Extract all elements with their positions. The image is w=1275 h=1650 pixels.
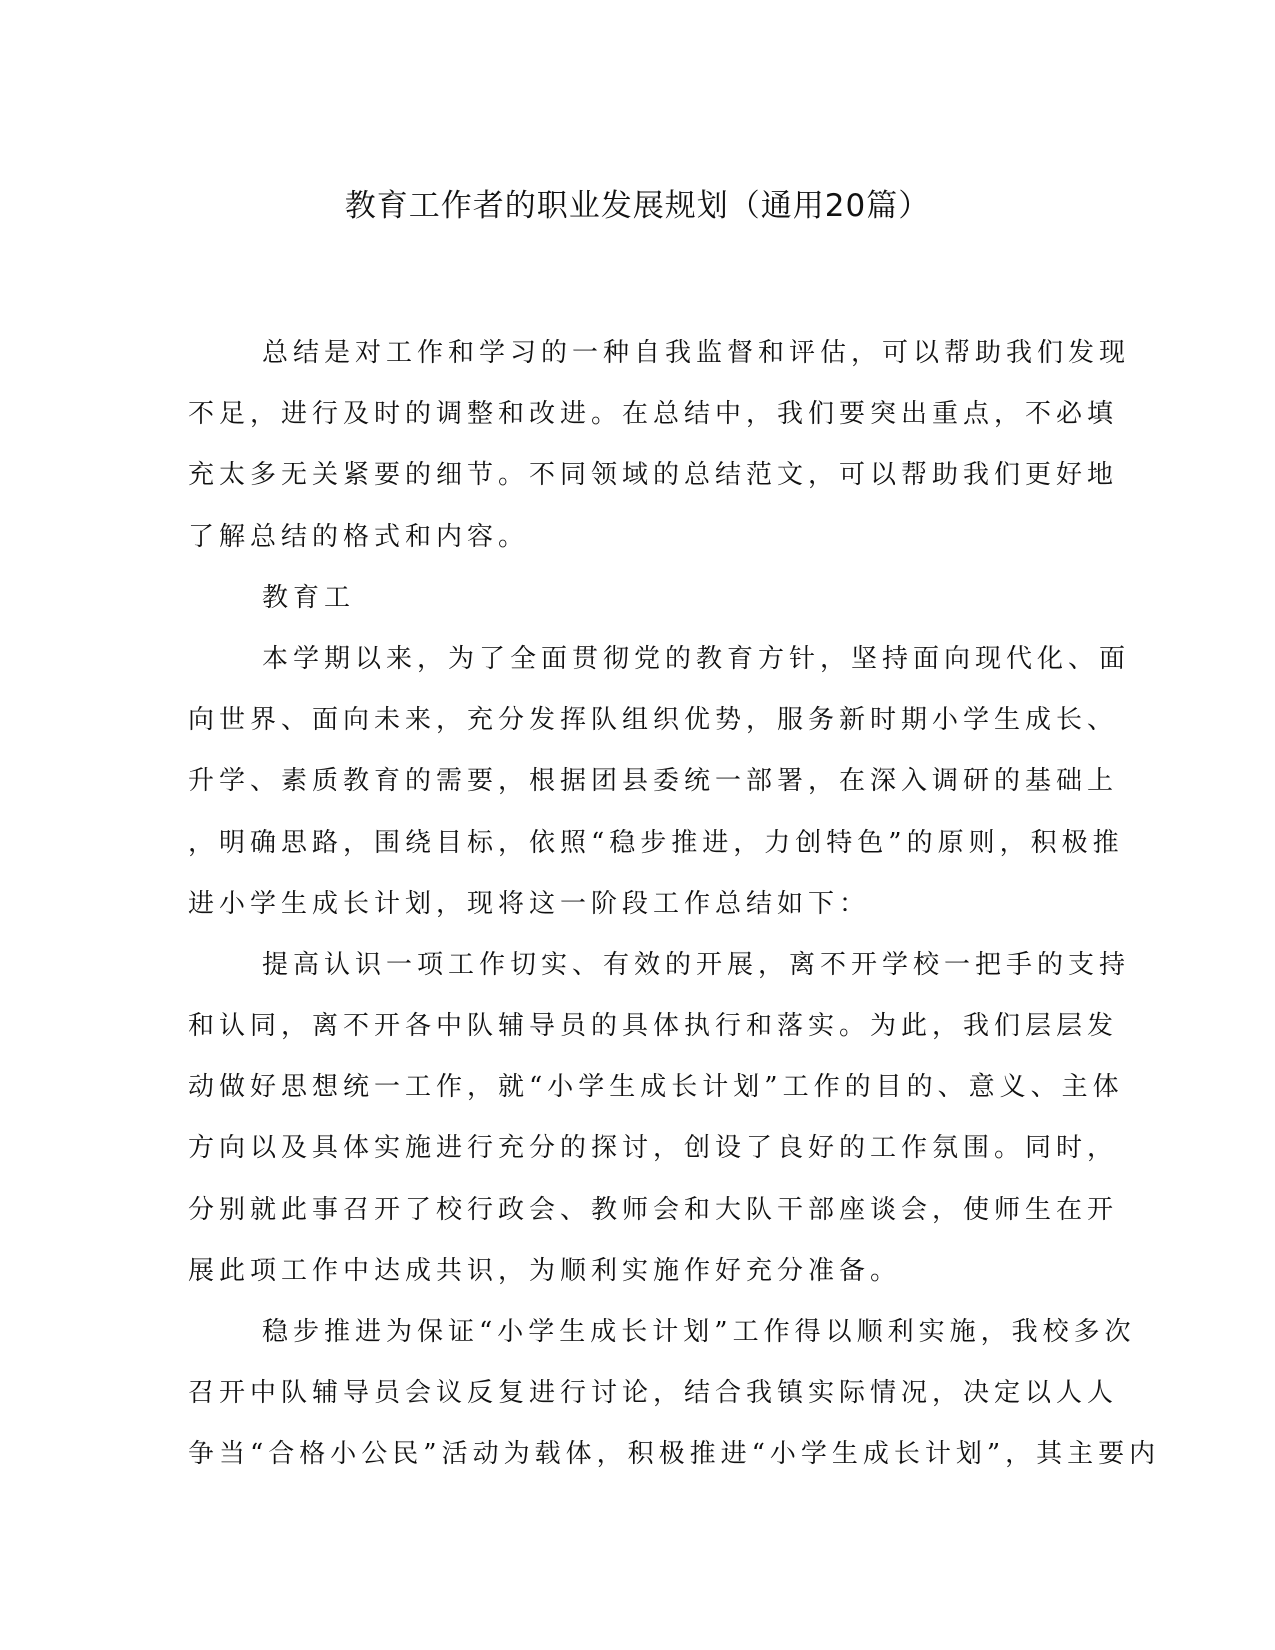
paragraph-line: 教育工 xyxy=(262,582,356,613)
paragraph-line: ，明确思路，围绕目标，依照“稳步推进，力创特色”的原则，积极推 xyxy=(188,827,1124,858)
paragraph-line: 总结是对工作和学习的一种自我监督和评估，可以帮助我们发现 xyxy=(262,338,1131,368)
paragraph-line: 争当“合格小公民”活动为载体，积极推进“小学生成长计划”，其主要内 xyxy=(188,1439,1161,1470)
paragraph-line: 动做好思想统一工作，就“小学生成长计划”工作的目的、意义、主体 xyxy=(188,1072,1124,1103)
paragraph-line: 充太多无关紧要的细节。不同领域的总结范文，可以帮助我们更好地 xyxy=(188,460,1119,491)
paragraph-line: 展此项工作中达成共识，为顺利实施作好充分准备。 xyxy=(188,1255,902,1286)
paragraph-line: 本学期以来，为了全面贯彻党的教育方针，坚持面向现代化、面 xyxy=(262,643,1131,674)
paragraph-line: 方向以及具体实施进行充分的探讨，创设了良好的工作氛围。同时， xyxy=(188,1133,1119,1164)
paragraph-line: 和认同，离不开各中队辅导员的具体执行和落实。为此，我们层层发 xyxy=(188,1011,1119,1042)
paragraph-line: 提高认识一项工作切实、有效的开展，离不开学校一把手的支持 xyxy=(262,949,1131,980)
paragraph-line: 了解总结的格式和内容。 xyxy=(188,521,530,552)
document-body xyxy=(188,323,1161,1486)
document-title: 教育工作者的职业发展规划（通用20篇） xyxy=(344,188,931,224)
paragraph-line: 向世界、面向未来，充分发挥队组织优势，服务新时期小学生成长、 xyxy=(188,705,1119,736)
paragraph-line: 分别就此事召开了校行政会、教师会和大队干部座谈会，使师生在开 xyxy=(188,1194,1119,1225)
paragraph-line: 稳步推进为保证“小学生成长计划”工作得以顺利实施，我校多次 xyxy=(262,1317,1136,1347)
paragraph-line: 召开中队辅导员会议反复进行讨论，结合我镇实际情况，决定以人人 xyxy=(188,1378,1119,1409)
paragraph-line: 进小学生成长计划，现将这一阶段工作总结如下： xyxy=(188,888,871,919)
paragraph-line: 升学、素质教育的需要，根据团县委统一部署，在深入调研的基础上 xyxy=(188,766,1119,797)
paragraph-line: 不足，进行及时的调整和改进。在总结中，我们要突出重点，不必填 xyxy=(188,399,1119,430)
